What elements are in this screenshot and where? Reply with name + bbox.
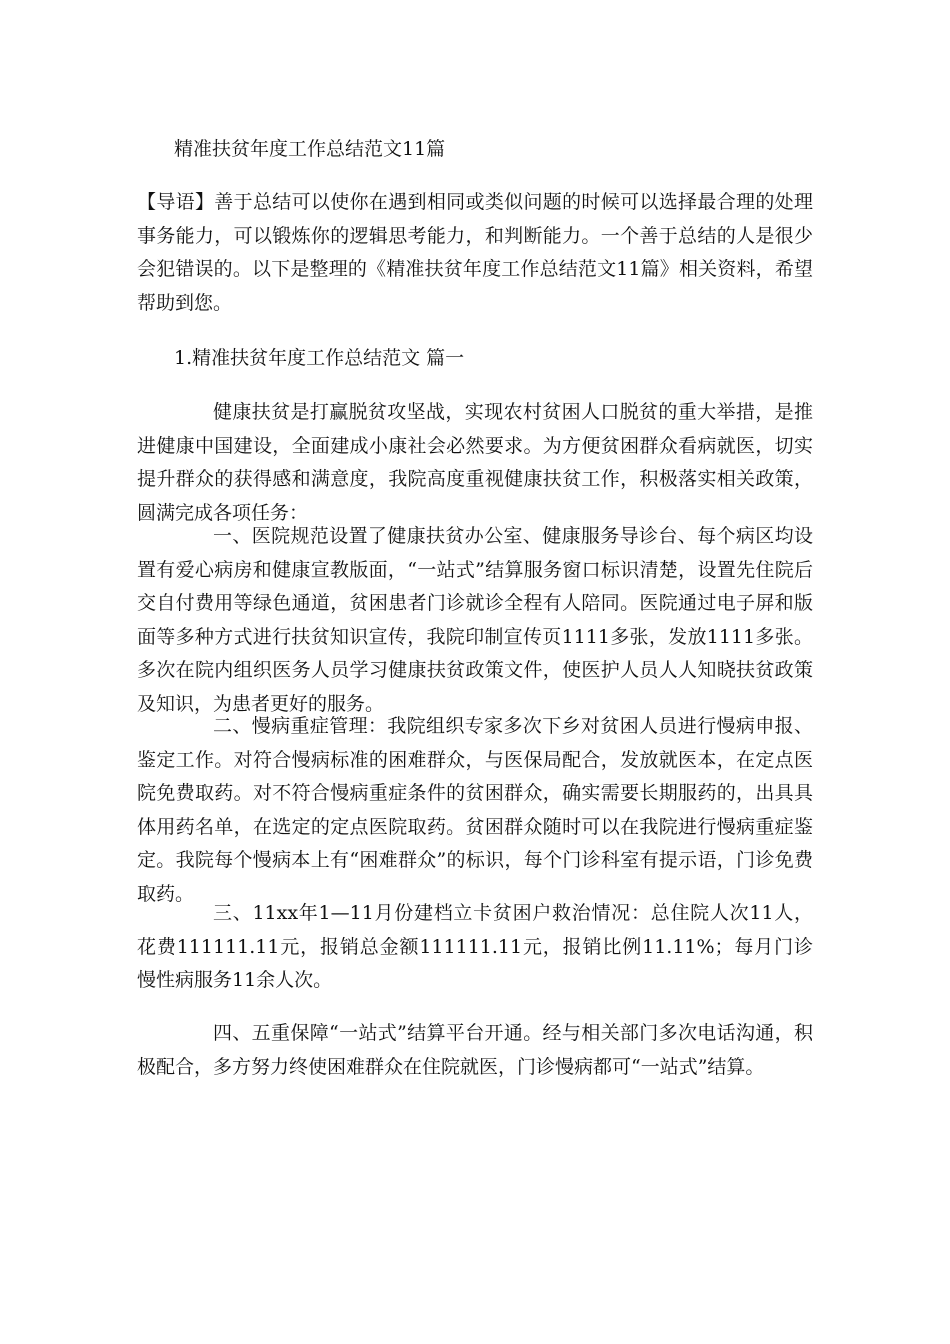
body-paragraph-5: 四、五重保障“一站式”结算平台开通。经与相关部门多次电话沟通，积极配合，多方努力终使困难群众在住院就医，门诊慢病都可“一站式”结算。	[137, 1022, 813, 1078]
body-paragraph-2: 一、医院规范设置了健康扶贫办公室、健康服务导诊台、每个病区均设置有爱心病房和健康宣教版面，“一站式”结算服务窗口标识清楚，设置先住院后交自付费用等绿色通道，贫困患者门诊就诊全程有人陪同。医院通过电子屏和版面等多种方式进行扶贫知识宣传，我院印制宣传页1111多张，发放1111多张。多次在院内组织医务人员学习健康扶贫政策文件，使医护人员人人知晓扶贫政策及知识，为患者更好的服务。	[137, 525, 813, 715]
section-heading: 1.精准扶贫年度工作总结范文 篇一	[174, 347, 465, 369]
intro-paragraph: 【导语】善于总结可以使你在遇到相同或类似问题的时候可以选择最合理的处理事务能力，可以锻炼你的逻辑思考能力，和判断能力。一个善于总结的人是很少会犯错误的。以下是整理的《精准扶贫年度工作总结范文11篇》相关资料，希望帮助到您。	[137, 191, 813, 314]
document-title: 精准扶贫年度工作总结范文11篇	[174, 138, 446, 160]
body-paragraph-4: 三、11xx年1—11月份建档立卡贫困户救治情况：总住院人次11人，花费111111.11元，报销总金额111111.11元，报销比例11.11%；每月门诊慢性病服务11余人次。	[137, 902, 813, 991]
body-paragraph-3: 二、慢病重症管理：我院组织专家多次下乡对贫困人员进行慢病申报、鉴定工作。对符合慢病标准的困难群众，与医保局配合，发放就医本，在定点医院免费取药。对不符合慢病重症条件的贫困群众，确实需要长期服药的，出具具体用药名单，在选定的定点医院取药。贫困群众随时可以在我院进行慢病重症鉴定。我院每个慢病本上有“困难群众”的标识，每个门诊科室有提示语，门诊免费取药。	[137, 715, 813, 905]
body-paragraph-1: 健康扶贫是打赢脱贫攻坚战，实现农村贫困人口脱贫的重大举措，是推进健康中国建设，全面建成小康社会必然要求。为方便贫困群众看病就医，切实提升群众的获得感和满意度，我院高度重视健康扶贫工作，积极落实相关政策，圆满完成各项任务：	[137, 401, 813, 524]
